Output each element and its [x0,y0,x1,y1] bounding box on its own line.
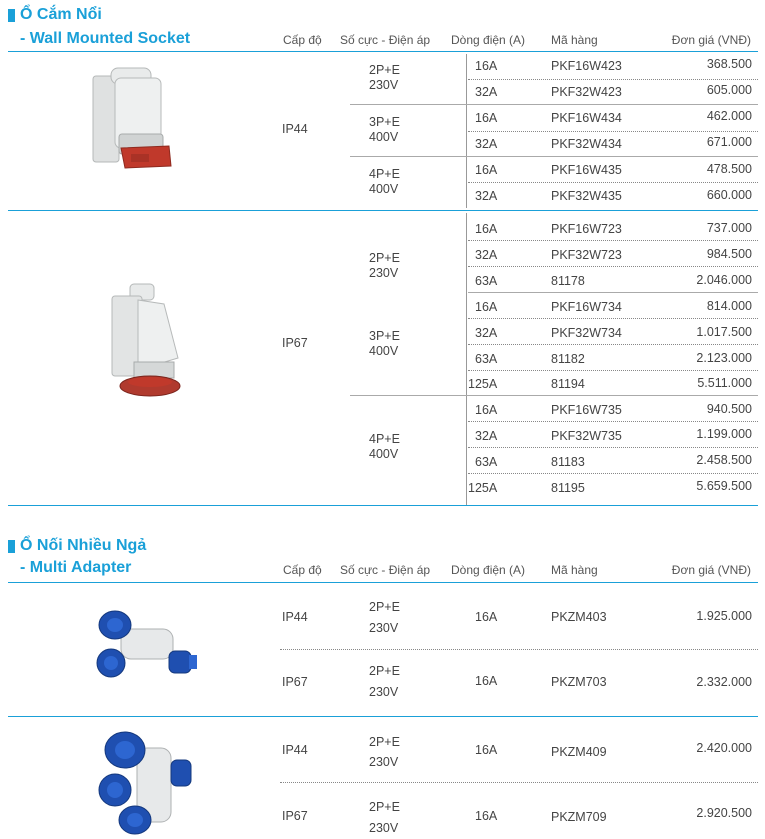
pole-config: 4P+E [369,432,400,446]
pole-config: 2P+E [369,735,400,749]
table-cell-code: PKF32W435 [551,189,622,203]
divider [468,240,758,241]
pole-config: 2P+E [369,251,400,265]
wall-socket-ip67-image [108,282,190,402]
pole-config: 2P+E [369,664,400,678]
table-cell-price: 2.920.500 [696,806,752,820]
divider [8,505,758,506]
header-so-cuc: Số cực - Điện áp [340,33,431,47]
table-cell-amp: 16A [475,403,498,417]
table-cell-price: 984.500 [706,247,752,261]
table-cell-amp: 32A [475,189,498,203]
table-cell-code: 81183 [551,455,585,469]
table-cell-code: PKF32W734 [551,326,622,340]
ip-rating: IP67 [282,336,308,350]
voltage: 230V [369,821,399,835]
table-cell-code: PKZM409 [551,745,607,759]
table-cell-code: PKF32W735 [551,429,622,443]
divider [468,266,758,267]
divider [350,156,758,157]
table-cell-price: 1.017.500 [696,325,752,339]
table-cell-code: PKF32W723 [551,248,622,262]
header-so-cuc: Số cực - Điện áp [340,563,431,577]
table-cell-amp: 63A [475,274,498,288]
table-cell-code: PKF32W423 [551,85,622,99]
divider [468,447,758,448]
table-cell-price: 1.199.000 [696,427,752,441]
table-cell-amp: 32A [475,429,498,443]
section-subtitle: - Multi Adapter [20,559,132,576]
pole-config: 2P+E [369,800,400,814]
table-cell-amp: 16A [475,300,498,314]
table-cell-price: 814.000 [706,299,752,313]
divider [468,473,758,474]
table-cell-code: PKZM703 [551,675,607,689]
divider [468,370,758,371]
table-cell-price: 2.123.000 [696,351,752,365]
voltage: 230V [369,266,399,280]
voltage: 230V [369,78,399,92]
table-cell-price: 2.458.500 [696,453,752,467]
table-cell-amp: 125A [468,481,498,495]
multi-adapter-3way-image [95,605,200,685]
table-cell-code: 81178 [551,274,585,288]
divider [8,51,758,52]
voltage: 400V [369,447,399,461]
pole-config: 2P+E [369,63,400,77]
voltage: 230V [369,755,399,769]
table-cell-amp: 16A [475,610,498,624]
table-cell-amp: 125A [468,377,498,391]
table-cell-amp: 32A [475,326,498,340]
table-cell-amp: 16A [475,809,498,823]
header-dong-dien: Dòng điện (A) [451,563,526,577]
pole-config: 4P+E [369,167,400,181]
divider [468,344,758,345]
header-ma-hang: Mã hàng [551,33,598,47]
divider [280,782,758,783]
ip-rating: IP67 [282,675,308,689]
ip-rating: IP67 [282,809,308,823]
table-cell-price: 368.500 [706,57,752,71]
table-cell-price: 5.511.000 [697,376,752,390]
divider [468,318,758,319]
table-cell-price: 2.046.000 [696,273,752,287]
section-marker [8,540,15,553]
table-cell-price: 462.000 [706,109,752,123]
section-marker [8,9,15,22]
table-cell-code: 81182 [551,352,585,366]
column-divider [466,54,467,208]
header-don-gia: Đơn giá (VNĐ) [671,33,751,47]
table-cell-price: 2.332.000 [696,675,752,689]
voltage: 400V [369,182,399,196]
table-cell-price: 660.000 [706,188,752,202]
divider [280,649,758,650]
wall-socket-ip44-image [85,62,185,172]
table-cell-amp: 16A [475,59,498,73]
header-cap-do: Cấp độ [283,33,322,47]
table-cell-amp: 32A [475,248,498,262]
table-cell-price: 1.925.000 [696,609,752,623]
header-don-gia: Đơn giá (VNĐ) [671,563,751,577]
header-dong-dien: Dòng điện (A) [451,33,526,47]
voltage: 230V [369,685,399,699]
section-title: Ổ Nối Nhiều Ngả [20,537,147,554]
section-title: Ổ Cắm Nổi [20,6,102,23]
table-cell-amp: 63A [475,455,498,469]
divider [8,716,758,717]
table-cell-amp: 16A [475,163,498,177]
table-cell-amp: 32A [475,85,498,99]
table-cell-code: PKF16W434 [551,111,622,125]
voltage: 400V [369,130,399,144]
divider [350,104,758,105]
table-cell-code: PKF16W734 [551,300,622,314]
divider [468,131,758,132]
table-cell-price: 940.500 [706,402,752,416]
table-cell-code: PKF16W723 [551,222,622,236]
pole-config: 3P+E [369,329,400,343]
table-cell-price: 5.659.500 [696,479,752,493]
ip-rating: IP44 [282,743,308,757]
table-cell-code: PKF16W423 [551,59,622,73]
table-cell-amp: 16A [475,743,498,757]
table-cell-amp: 63A [475,352,498,366]
pole-config: 3P+E [369,115,400,129]
voltage: 230V [369,621,399,635]
divider [468,79,758,80]
voltage: 400V [369,344,399,358]
header-cap-do: Cấp độ [283,563,322,577]
table-cell-price: 605.000 [706,83,752,97]
pole-config: 2P+E [369,600,400,614]
table-cell-code: PKZM709 [551,810,607,824]
ip-rating: IP44 [282,610,308,624]
multi-adapter-4way-image [95,728,200,836]
divider [468,292,758,293]
divider [350,395,758,396]
header-ma-hang: Mã hàng [551,563,598,577]
table-cell-amp: 16A [475,674,498,688]
table-cell-code: 81194 [551,377,585,391]
column-divider [466,213,467,505]
divider [8,582,758,583]
divider [468,182,758,183]
table-cell-price: 737.000 [706,221,752,235]
table-cell-code: PKF32W434 [551,137,622,151]
table-cell-amp: 16A [475,222,498,236]
table-cell-price: 2.420.000 [696,741,752,755]
table-cell-amp: 32A [475,137,498,151]
table-cell-code: PKF16W435 [551,163,622,177]
table-cell-amp: 16A [475,111,498,125]
table-cell-code: PKZM403 [551,610,607,624]
table-cell-price: 478.500 [706,162,752,176]
section-subtitle: - Wall Mounted Socket [20,30,191,47]
divider [8,210,758,211]
ip-rating: IP44 [282,122,308,136]
table-cell-code: 81195 [551,481,585,495]
table-cell-code: PKF16W735 [551,403,622,417]
table-cell-price: 671.000 [706,135,752,149]
divider [468,421,758,422]
